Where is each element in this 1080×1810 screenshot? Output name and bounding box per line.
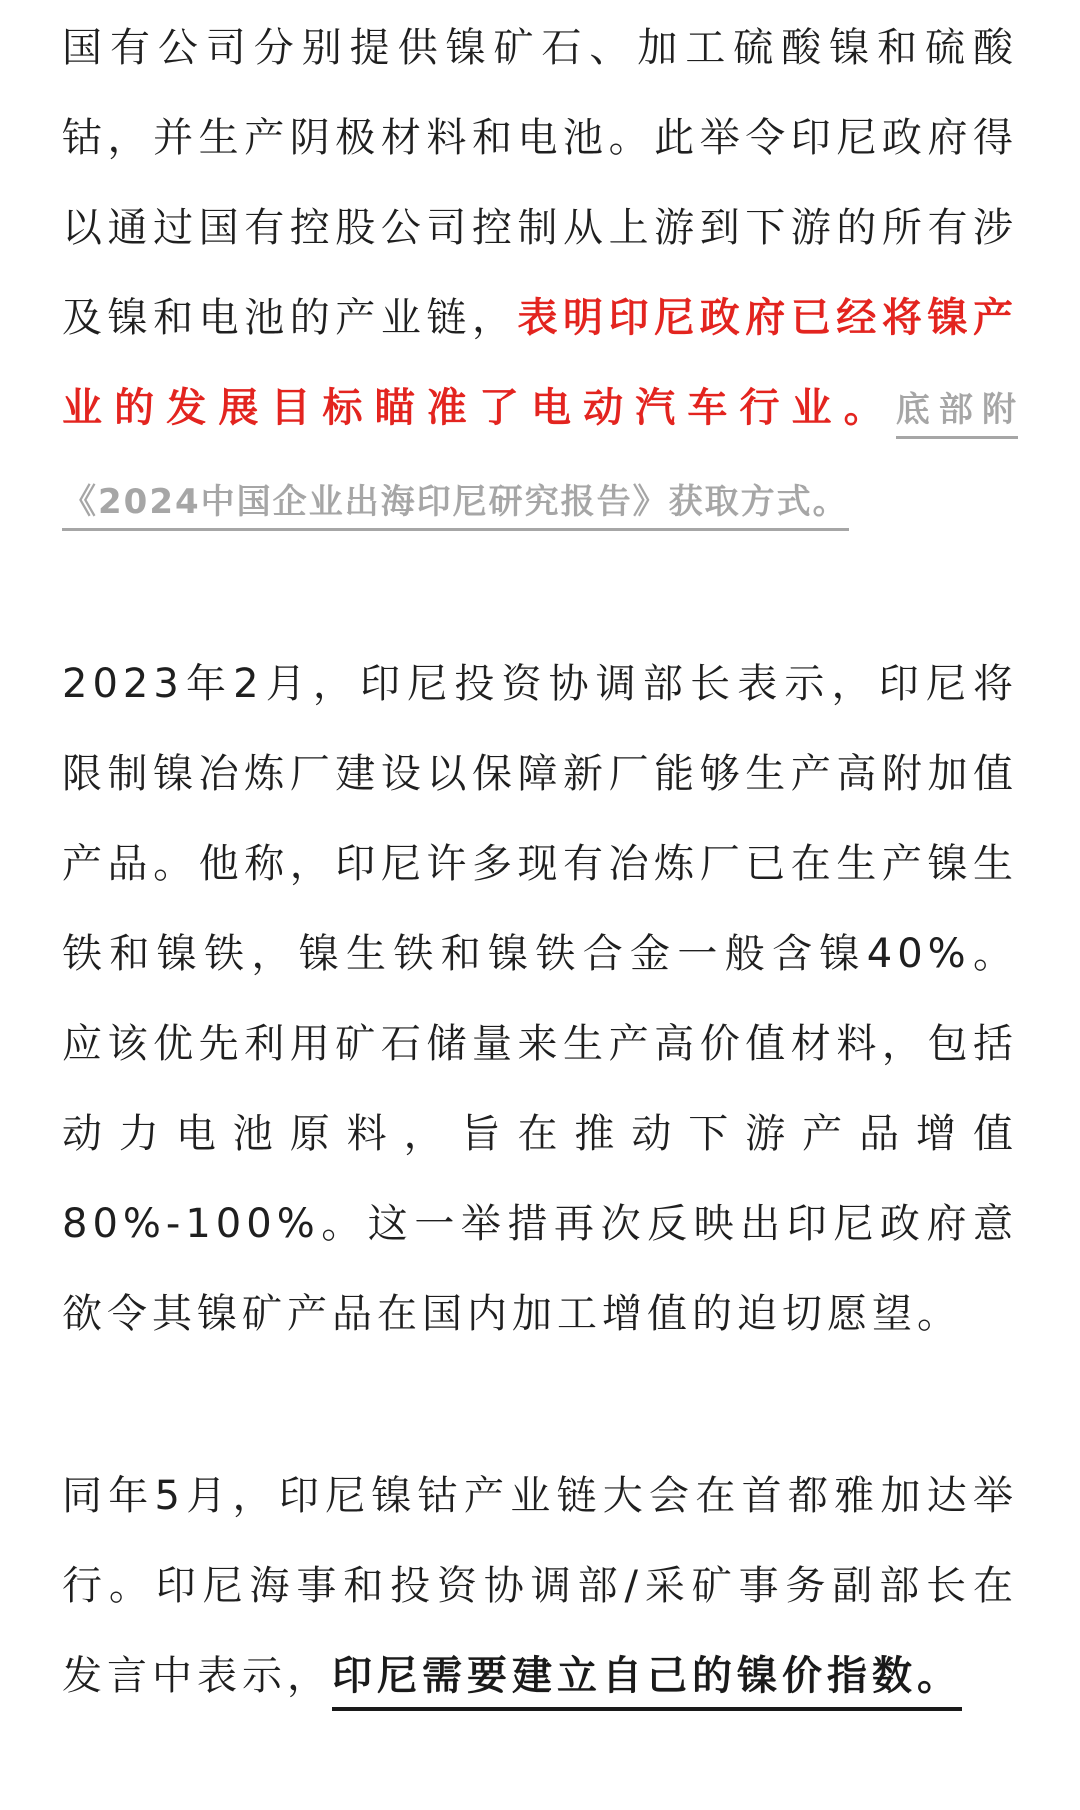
- paragraph-nickel-price-index: [62, 1451, 1018, 1721]
- paragraph-nickel-state-companies: [62, 0, 1018, 547]
- paragraph-text: 国有公司分别提供镍矿石、加工硫酸镍和硫酸钴，并生产阴极材料和电池。此举令印尼政府得以通过国有控股公司控制从上游到下游的所有涉及镍和电池的产业链，: [62, 25, 1018, 341]
- highlighted-statement: 表明印尼政府已经将镍产业的发展目标瞄准了电动汽车行业。: [62, 295, 1018, 431]
- paragraph-text: 2023年2月，印尼投资协调部长表示，印尼将限制镍冶炼厂建设以保障新厂能够生产高附加值产品。他称，印尼许多现有冶炼厂已在生产镍生铁和镍铁，镍生铁和镍铁合金一般含镍40%。应该优先利用矿石储量来生产高价值材料，包括动力电池原料，旨在推动下游产品增值80%-100%。这一举措再次反映出印尼政府意欲令其镍矿产品在国内加工增值的迫切愿望。: [62, 661, 1018, 1337]
- underlined-statement: 印尼需要建立自己的镍价指数。: [332, 1653, 962, 1711]
- paragraph-text: 同年5月，印尼镍钴产业链大会在首都雅加达举行。印尼海事和投资协调部/采矿事务副部长在发言中表示，: [62, 1473, 1018, 1699]
- paragraph-smelter-restriction: [62, 639, 1018, 1359]
- report-download-link[interactable]: 底部附《2024中国企业出海印尼研究报告》获取方式。: [62, 390, 1018, 531]
